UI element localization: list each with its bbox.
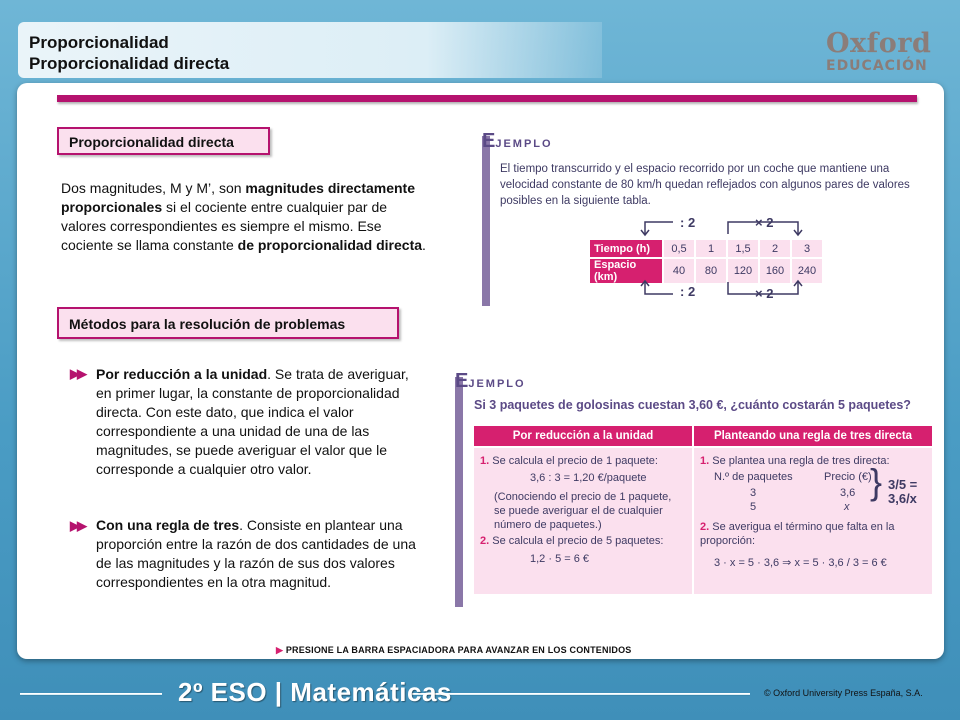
- example1-text: El tiempo transcurrido y el espacio recorrido por un coche que mantiene una velocidad constante de 80 km/h quedan reflejados con algunos pares de valores posibles en la siguiente tabla.: [500, 163, 910, 207]
- section-heading-directa: Proporcionalidad directa: [57, 127, 270, 155]
- table-cell: 3: [792, 240, 822, 257]
- divide-label-top: : 2: [680, 215, 696, 230]
- triangle-icon: ▶: [276, 645, 286, 655]
- oxford-logo-sub: EDUCACIÓN: [826, 58, 928, 74]
- page-title: Proporcionalidad: [29, 33, 169, 52]
- example-label: EJEMPLO: [455, 370, 526, 392]
- col-regla-tres: 1. Se plantea una regla de tres directa: N.º de paquetes Precio (€) 3 3,6 5 x } 3/5 = 3,6/x 2. Se averigua el término que falta en la proporción: 3 · x = 5 · 3,6 ⇒ x = 5 · 3,6 / 3 = 6 €: [694, 448, 932, 594]
- accent-bar: [57, 95, 917, 102]
- example1-top-brackets: [640, 214, 810, 238]
- table-cell: 1: [696, 240, 726, 257]
- copyright: © Oxford University Press España, S.A.: [764, 688, 923, 698]
- method-regla-tres: Con una regla de tres. Consiste en plantear una proporción entre la razón de dos cantidades de una de las magnitudes y la razón de sus dos valores correspondientes en la otra magnitud.: [96, 517, 416, 590]
- multiply-label-bottom: × 2: [755, 286, 774, 301]
- oxford-logo: [826, 30, 931, 73]
- col-head-reduccion: Por reducción a la unidad: [474, 426, 692, 446]
- title-bar: [18, 22, 602, 78]
- bottom-line-right: [412, 693, 750, 696]
- table-cell: 2: [760, 240, 790, 257]
- example1-bottom-brackets: [640, 278, 810, 302]
- oxford-logo-word: Oxford: [826, 28, 932, 59]
- table-cell: 240: [792, 259, 822, 283]
- multiply-label-top: × 2: [755, 215, 774, 230]
- table-cell: 0,5: [664, 240, 694, 257]
- definition-paragraph: Dos magnitudes, M y M’, son magnitudes directamente proporcionales si el cociente entre cualquier par de valores correspondientes es siempre el mismo. Ese cociente se llama constante de proporcionalidad directa.: [61, 180, 426, 253]
- table-cell: 40: [664, 259, 694, 283]
- table-cell: 80: [696, 259, 726, 283]
- table-header: Tiempo (h): [590, 240, 662, 257]
- col-head-regla: Planteando una regla de tres directa: [694, 426, 932, 446]
- page-subtitle: Proporcionalidad directa: [29, 54, 230, 73]
- table-header: Espacio (km): [590, 259, 662, 283]
- example2-table: [474, 426, 932, 594]
- brace-icon: }: [870, 461, 883, 502]
- table-cell: 160: [760, 259, 790, 283]
- table-cell: 120: [728, 259, 758, 283]
- bottom-line-left: [20, 693, 162, 696]
- double-arrow-icon: ▶▶: [70, 518, 84, 533]
- section-heading-metodos: Métodos para la resolución de problemas: [57, 307, 399, 339]
- proportion-formula: 3/5 = 3,6/x: [888, 477, 918, 506]
- example-stripe: [455, 377, 463, 607]
- course-brand: 2º ESO | Matemáticas: [178, 677, 452, 707]
- table-row: [590, 240, 822, 257]
- divide-label-bottom: : 2: [680, 284, 696, 299]
- example2-question: Si 3 paquetes de golosinas cuestan 3,60 €, ¿cuánto costarán 5 paquetes?: [474, 398, 911, 412]
- col-reduccion: 1. Se calcula el precio de 1 paquete: 3,6 : 3 = 1,20 €/paquete (Conociendo el precio de 1 paquete, se puede averiguar el de cualquier número de paquetes.) 2. Se calcula el precio de 5 paquetes: 1,2 · 5 = 6 €: [474, 448, 692, 594]
- example-label: EJEMPLO: [482, 130, 553, 152]
- method-reduccion: Por reducción a la unidad. Se trata de averiguar, en primer lugar, la constante de proporcionalidad directa. Con este dato, que indica el valor correspondiente a una unidad de una de las magnitudes, se puede averiguar el valor que le corresponde a cualquier otro valor.: [96, 366, 409, 477]
- advance-hint: ▶ PRESIONE LA BARRA ESPACIADORA PARA AVANZAR EN LOS CONTENIDOS: [276, 645, 632, 655]
- example-stripe: [482, 136, 490, 306]
- table-cell: 1,5: [728, 240, 758, 257]
- double-arrow-icon: ▶▶: [70, 366, 84, 381]
